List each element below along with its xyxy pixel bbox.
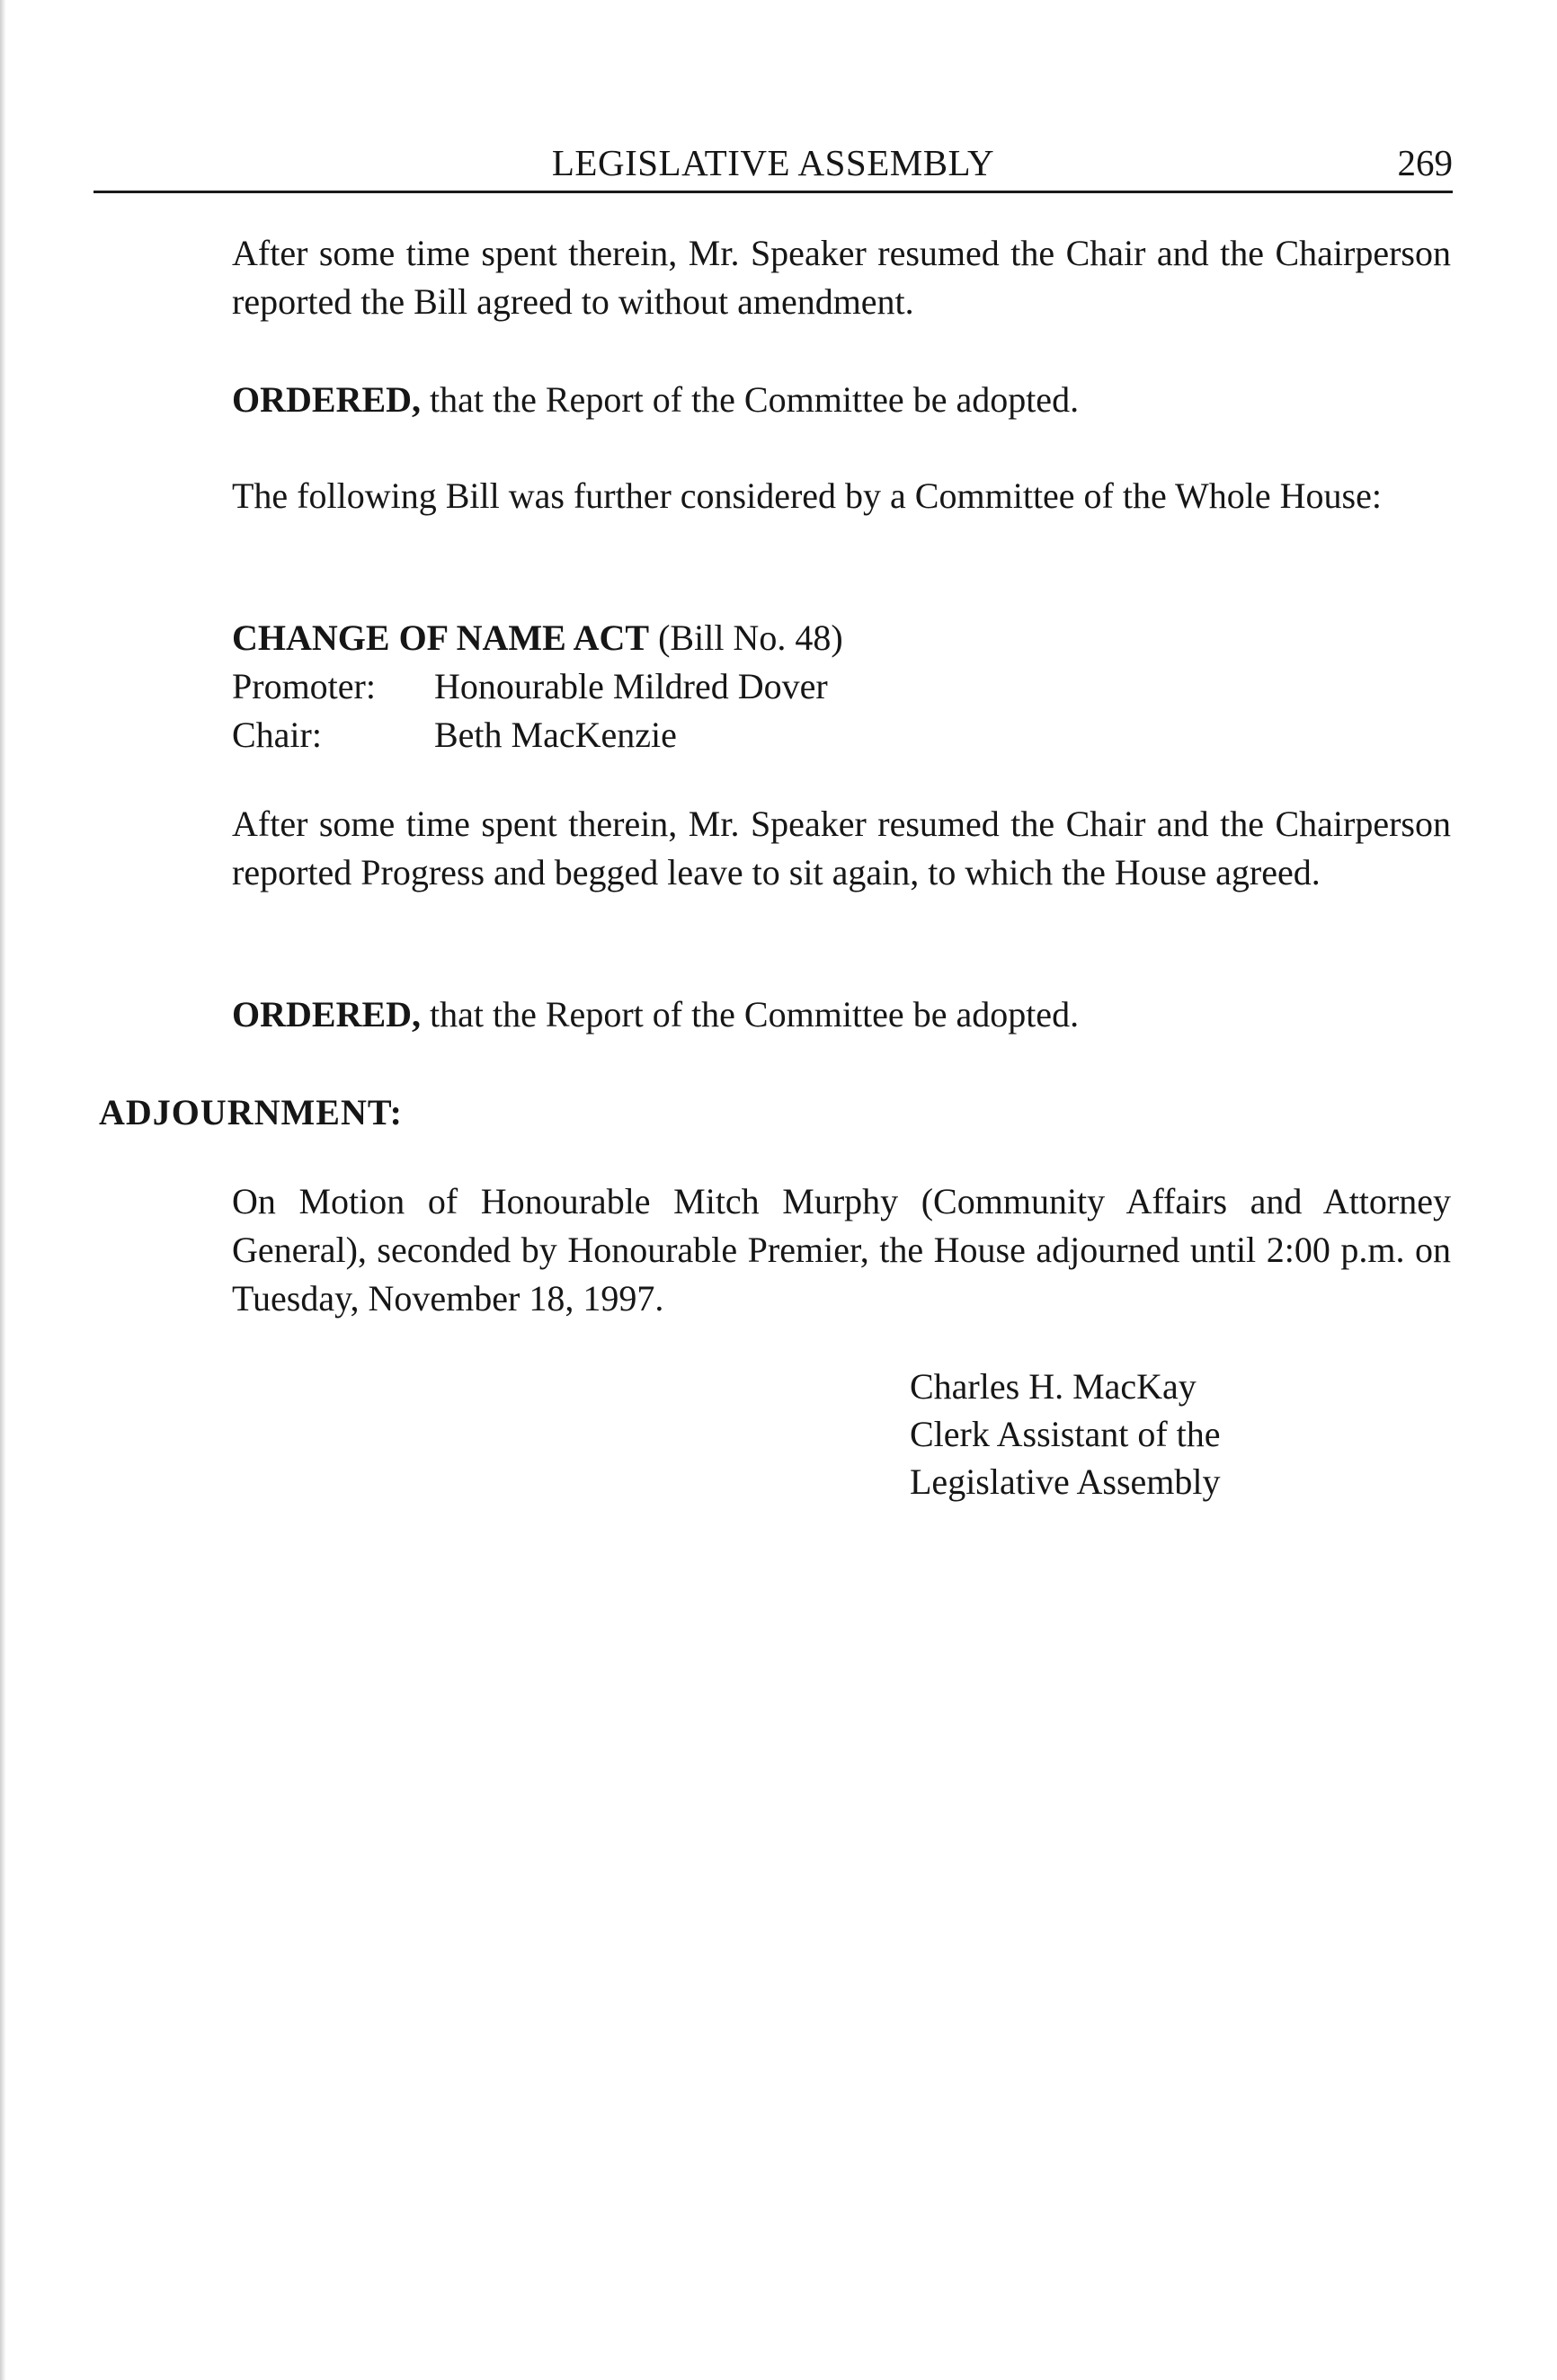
order-paragraph-2 [232,990,1451,1039]
ordered-label: ORDERED, [232,994,422,1035]
bill-promoter-row [232,662,1451,711]
bill-chair-row [232,711,1451,759]
adjournment-heading: ADJOURNMENT: [99,1092,403,1132]
bill-title: CHANGE OF NAME ACT [232,617,650,658]
progress-report-paragraph: After some time spent therein, Mr. Speaker resumed the Chair and the Chairperson reported Progress and begged leave to sit again, to which the House agreed. [232,804,1451,892]
order-paragraph-1 [232,376,1451,424]
bill-considered-paragraph: The following Bill was further considered by a Committee of the Whole House: [232,475,1382,516]
ordered-label: ORDERED, [232,379,422,420]
signatory-title-line-2: Legislative Assembly [910,1461,1221,1502]
bill-number: (Bill No. 48) [649,617,843,658]
bill-title-line [232,614,1451,662]
bill-details [232,614,1451,759]
committee-report-paragraph: After some time spent therein, Mr. Speaker resumed the Chair and the Chairperson reported the Bill agreed to without amendment. [232,233,1451,322]
page-number: 269 [1397,142,1453,183]
chair-label: Chair: [232,715,322,755]
promoter-label: Promoter: [232,666,376,706]
page-scan-edge [0,0,6,2380]
running-header [93,135,1453,193]
order-text: that the Report of the Committee be adopted. [421,994,1080,1035]
promoter-name: Honourable Mildred Dover [434,666,828,706]
order-text: that the Report of the Committee be adopted. [421,379,1080,420]
signatory-title-line-1: Clerk Assistant of the [910,1414,1221,1454]
chair-name: Beth MacKenzie [434,715,677,755]
header-title: LEGISLATIVE ASSEMBLY [551,142,995,183]
adjournment-motion-paragraph: On Motion of Honourable Mitch Murphy (Community Affairs and Attorney General), seconded by Honourable Premier, the House adjourned until 2:00 p.m. on Tuesday, November 18, 1997. [232,1181,1451,1319]
signatory-name: Charles H. MacKay [910,1366,1197,1407]
signature-block [910,1363,1413,1505]
